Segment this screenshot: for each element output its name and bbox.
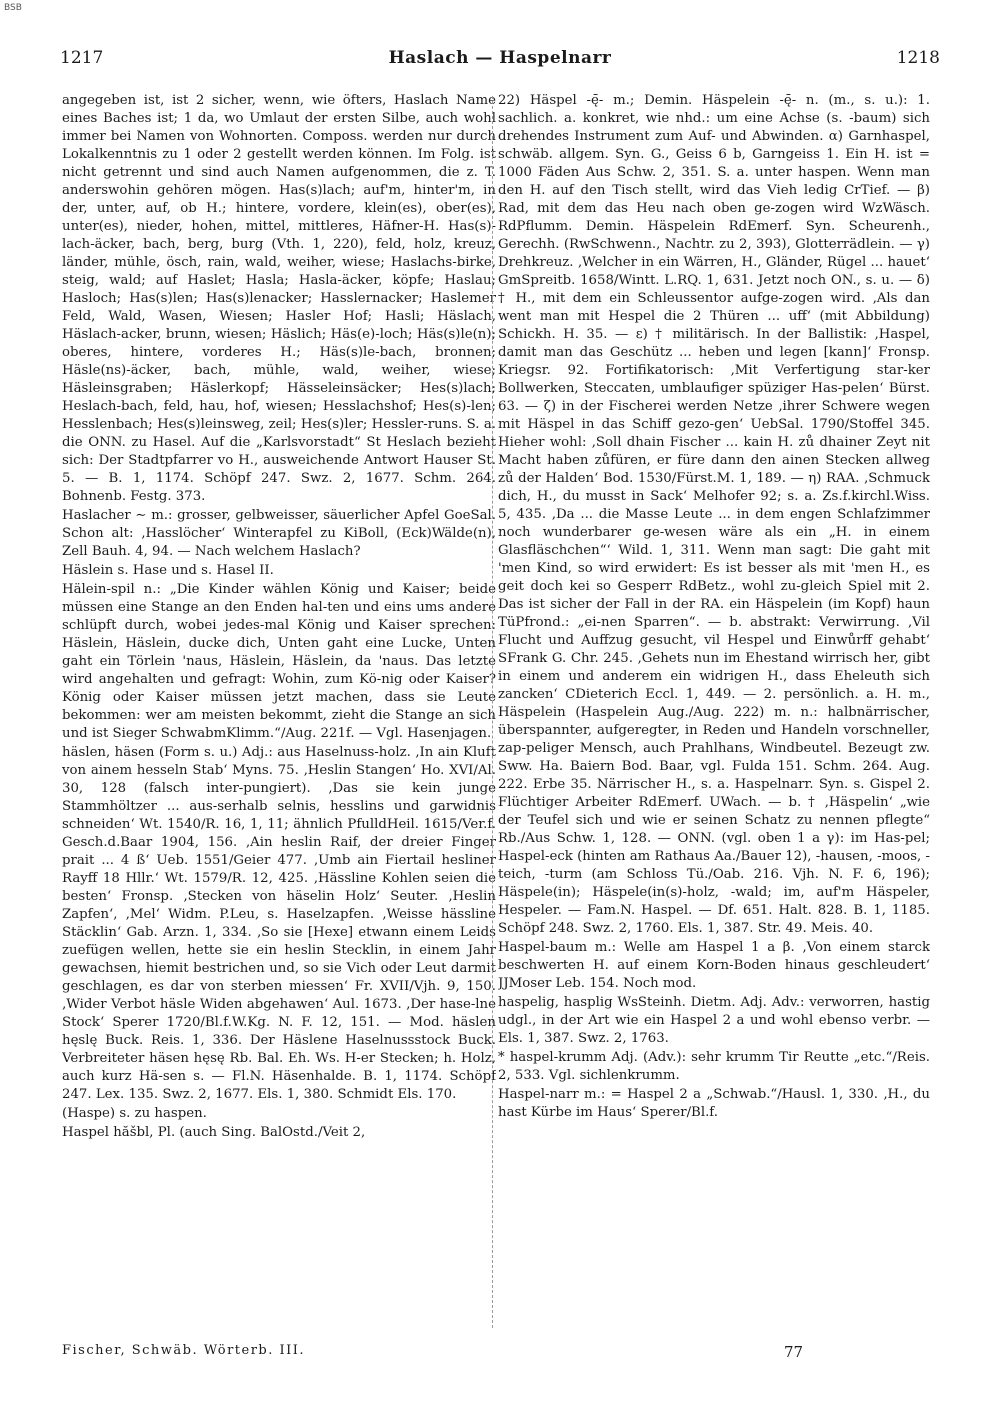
entry-haspel-krumm: * haspel-krumm Adj. (Adv.): sehr krumm Tir Reutte „etc.“/Reis. 2, 533. Vgl. sichlenkrumm. bbox=[498, 1050, 930, 1083]
library-stamp: BSB bbox=[4, 3, 22, 13]
entry-haspe: (Haspe) s. zu haspen. bbox=[62, 1106, 207, 1121]
right-column bbox=[498, 92, 930, 1332]
page-number-left: 1217 bbox=[60, 48, 104, 68]
page-number-right: 1218 bbox=[896, 48, 940, 68]
entry-haspel-baum: Haspel-baum m.: Welle am Haspel 1 a β. ‚Von einem starck beschwerten H. auf einem Korn-Boden hinaus geschleudert‘ JJMoser Leb. 154. Noch mod. bbox=[498, 940, 930, 991]
entry-haspelig: haspelig, hasplig WsSteinh. Dietm. Adj. Adv.: verworren, hastig udgl., in der Art wie ein Haspel 2 a und wohl ebenso verbr. — Els. 1, 387. Swz. 2, 1763. bbox=[498, 995, 930, 1046]
footer-source: Fischer, Schwäb. Wörterb. III. bbox=[62, 1343, 306, 1358]
page-header bbox=[60, 48, 940, 74]
entry-haeslein-spil: Hälein-spil n.: „Die Kinder wählen König und Kaiser; beide müssen eine Stange an den Enden hal-ten und eins ums andere schlüpft durch, wobei jedes-mal König und Kaiser sprechen: Häslein, Häslein, ducke dich, Unten gaht eine Lucke, Unten gaht ein Törlein 'naus, Häslein, Häslein, da 'naus. Das letzte wird angehalten und gefragt: Wohin, zum Kö-nig oder Kaiser? König oder Kaiser müssen jetzt machen, dass sie Leute bekommen: wer am meisten bekommt, zieht die Stange an sich und ist Sieger SchwabmKlimm.“/Aug. 221f. — Vgl. Hasenjagen. bbox=[62, 582, 496, 741]
entry-haspel-continued: 22) Häspel -ę̄- m.; Demin. Häspelein -ę̄- n. (m., s. u.): 1. sachlich. a. konkret, wie nhd.: um eine Achse (s. -baum) sich drehendes Instrument zum Auf- und Abwinden. α) Garnhaspel, schwäb. allgem. Syn. G., Geiss 6 b, Garngeiss 1. Ein H. ist = 1000 Fäden Aus Schw. 2, 351. S. a. unter haspen. Wenn man den H. auf den Tisch stellt, wird das Vieh ledig CrTief. — β) Rad, mit dem das Heu nach oben ge-zogen wird WzWäsch. RdPflumm. Demin. Häspelein RdEmerf. Syn. Scheurenh., Gerechh. (RwSchwenn., Nachtr. zu 2, 393), Glotterrädlein. — γ) Drehkreuz. ‚Welcher in ein Wärren, H., Gländer, Rügel ... hauet‘ GmSpreitb. 1658/Wintt. L.RQ. 1, 631. Jetzt noch ON., s. u. — δ) † H., mit dem ein Schleussentor aufge-zogen wird. ‚Als dan went man mit Hespel die 2 Thüren ... uff‘ (mit Abbildung) Schickh. H. 35. — ε) † militärisch. In der Ballistik: ‚Haspel, damit man das Geschütz ... heben und legen [kann]‘ Fronsp. Kriegsr. 92. Fortifikatorisch: ‚Mit Verfertigung star-ker Bollwerken, Steccaten, umblaufiger spüziger Has-pelen‘ Bürst. 63. — ζ) in der Fischerei werden Netze ‚ihrer Schwere wegen mit Häspel in das Schiff gezo-gen‘ UebSal. 1790/Stoffel 345. Hieher wohl: ‚Soll dhain Fischer ... kain H. zů dhainer Zeyt nit Macht haben zůfüren, er füre dann den ainen Stecken allweg zů der Halden‘ Bod. 1530/Fürst.M. 1, 189. — η) RAA. ‚Schmuck dich, H., du musst in Sack‘ Melhofer 92; s. a. Zs.f.kirchl.Wiss. 5, 435. ‚Da ... die Masse Leute ... in dem engen Schlafzimmer noch wunderbarer ge-wesen wäre als ein „H. in einem Glasfläschchen“‘ Wild. 1, 311. Wenn man sagt: Die gaht mit 'men Kind, so wird erwidert: Es ist besser als mit 'men H., es geit doch kei so Gesperr RdBetz., wohl zu-gleich Spiel mit 2. Das ist sicher der Fall in der RA. ein Häspelein (im Kopf) haun TüPfrond.: „ei-nen Sparren“. — b. abstrakt: Verwirrung. ‚Vil Flucht und Auffzug gesucht, vil Hespel und Einwůrff gehabt‘ SFrank G. Chr. 245. ‚Gehets nun im Ehestand wirrisch her, gibt in einem und anderem ein widrigen H., dass Eheleuth sich zancken‘ CDieterich Eccl. 1, 449. — 2. persönlich. a. H. m., Häspelein (Haspelein Aug./Aug. 222) m. n.: halbnärrischer, überspannter, aufgeregter, in Reden und Handeln vorschneller, zap-peliger Mensch, auch Prahlhans, Windbeutel. Bezeugt zw. Sww. Ha. Baiern Bod. Baar, vgl. Fulda 151. Schm. 264. Aug. 222. Erbe 35. Närrischer H., s. a. Haspelnarr. Syn. s. Gispel 2. Flüchtiger Arbeiter RdEmerf. UWach. — b. † ‚Häspelin‘ „wie der Teufel sich und wie er seinen Schatz zu nennen pflegte“ Rb./Aus Schw. 1, 128. — ONN. (vgl. oben 1 a γ): im Has-pel; Haspel-eck (hinten am Rathaus Aa./Bauer 12), -hausen, -moos, -teich, -turm (am Schloss Tü./Oab. 216. Vjh. N. F. 6, 196); Häspele(in); Häspele(in(s)-holz, -wald; im, auf'm Häspeler, Hespeler. — Fam.N. Haspel. — Df. 651. Halt. 828. B. 1, 1185. Schöpf 248. Swz. 2, 1760. Els. 1, 387. Str. 49. Meis. 40. bbox=[498, 93, 930, 936]
footer-sheet-number: 77 bbox=[784, 1343, 804, 1361]
page-title: Haslach — Haspelnarr bbox=[388, 48, 612, 68]
entry-haspel-narr: Haspel-narr m.: = Haspel 2 a „Schwab.“/Hausl. 1, 330. ‚H., du hast Kürbe im Haus‘ Sperer/Bl.f. bbox=[498, 1087, 930, 1120]
entry-haeslein: Häslein s. Hase und s. Hasel II. bbox=[62, 563, 274, 578]
entry-haslacher: Haslacher ∼ m.: grosser, gelbweisser, säuerlicher Apfel GoeSal. Schon alt: ‚Hasslöcher‘ Winterapfel zu KiBoll, (Eck)Wälde(n), Zell Bauh. 4, 94. — Nach welchem Haslach? bbox=[62, 508, 496, 559]
entry-haeslen: häslen, häsen (Form s. u.) Adj.: aus Haselnuss-holz. ‚In ain Kluft von ainem hesseln Stab‘ Myns. 75. ‚Heslin Stangen‘ Ho. XVI/Al. 30, 128 (falsch inter-pungiert). ‚Das sie kein junge Stammhöltzer ... aus-serhalb selnis, hesslins und garwidnis schneiden‘ Wt. 1540/R. 16, 1, 11; ähnlich PfulldHeil. 1615/Ver.f. Gesch.d.Baar 1904, 156. ‚Ain heslin Raif, der dreier Finger prait ... 4 ß‘ Ueb. 1551/Geier 477. ‚Umb ain Fiertail hesliner Rayff 18 Hllr.‘ Wt. 1579/R. 12, 425. ‚Hässline Kohlen seien die besten‘ Fronsp. ‚Stecken von häselin Holz‘ Seuter. ‚Heslin Zapfen‘, ‚Mel‘ Widm. P.Leu, s. Haselzapfen. ‚Weisse hässline Stäcklin‘ Gab. Arzn. 1, 334. ‚So sie [Hexe] etwann einem Leids zuefügen wellen, hette sie ein heslin Stecklin, in einem Jahr gewachsen, hiemit bestrichen und, so sie Vich oder Leut darmit geschlagen, es dar von sterben miessen‘ Fr. XVII/Vjh. 9, 150. ‚Wider Verbot häsle Widen abgehawen‘ Aul. 1673. ‚Der hase-lne Stock‘ Sperer 1720/Bl.f.W.Kg. N. F. 12, 151. — Mod. häslen hęslę Buck. Reis. 1, 336. Der Häslene Haselnussstock Buck. Verbreiteter häsen hęsę Rb. Bal. Eh. Ws. H-er Stecken; h. Holz, auch kurz Hä-sen s. — Fl.N. Häsenhalde. B. 1, 1174. Schöpf 247. Lex. 135. Swz. 2, 1677. Els. 1, 380. Schmidt Els. 170. bbox=[62, 745, 496, 1102]
column-separator bbox=[492, 96, 493, 1328]
entry-haslach-continued: angegeben ist, ist 2 sicher, wenn, wie öfters, Haslach Name eines Baches ist; 1 da, wo Umlaut der ersten Silbe, auch wohl immer bei Namen von Wohnorten. Composs. werden nur durch Lokalkenntnis zu 1 oder 2 gestellt werden können. Im Folg. ist nicht getrennt und sind auch Namen aufgenommen, die z. T. anderswohin gehören mögen. Has(s)lach; auf'm, hinter'm, in der, unter, auf, ob H.; hintere, vordere, klein(es), ober(es), unter(es), nieder, hohen, mittel, mittleres, Häfner-H. Has(s)-lach-äcker, bach, berg, burg (Vth. 1, 220), feld, holz, kreuz, länder, mühle, ösch, rain, wald, weiher, wiese; Haslachs-birke, steig, wald; auf Haslet; Hasla; Hasla-äcker, köpfe; Haslau; Hasloch; Has(s)len; Has(s)lenacker; Hasslernacker; Haslemer Feld, Wald, Wasen, Wiesen; Hasler Hof; Hasli; Häslach, Häslach-acker, brunn, wiesen; Häslich; Häs(e)-loch; Häs(s)le(n); oberes, hintere, vorderes H.; Häs(s)le-bach, bronnen; Häsle(ns)-äcker, bach, mühle, wald, weiher, wiese; Häsleinsgraben; Häslerkopf; Hässeleinsäcker; Hes(s)lach; Heslach-bach, feld, hau, hof, wiesen; Hesslachshof; Hes(s)-len; Hesslenbach; Hes(s)leinsweg, zeil; Hes(s)ler; Hessler-runs. S. a. die ONN. zu Hasel. Auf die „Karlsvorstadt“ St Heslach bezieht sich: Der Stadtpfarrer vo H., ausweichende Antwort Hauser St. 5. — B. 1, 1174. Schöpf 247. Swz. 2, 1677. Schm. 264. Bohnenb. Festg. 373. bbox=[62, 93, 496, 504]
page-footer bbox=[62, 1343, 930, 1363]
entry-haspel-start: Haspel hăšbl, Pl. (auch Sing. BalOstd./Veit 2, bbox=[62, 1125, 366, 1140]
left-column bbox=[62, 92, 496, 1332]
